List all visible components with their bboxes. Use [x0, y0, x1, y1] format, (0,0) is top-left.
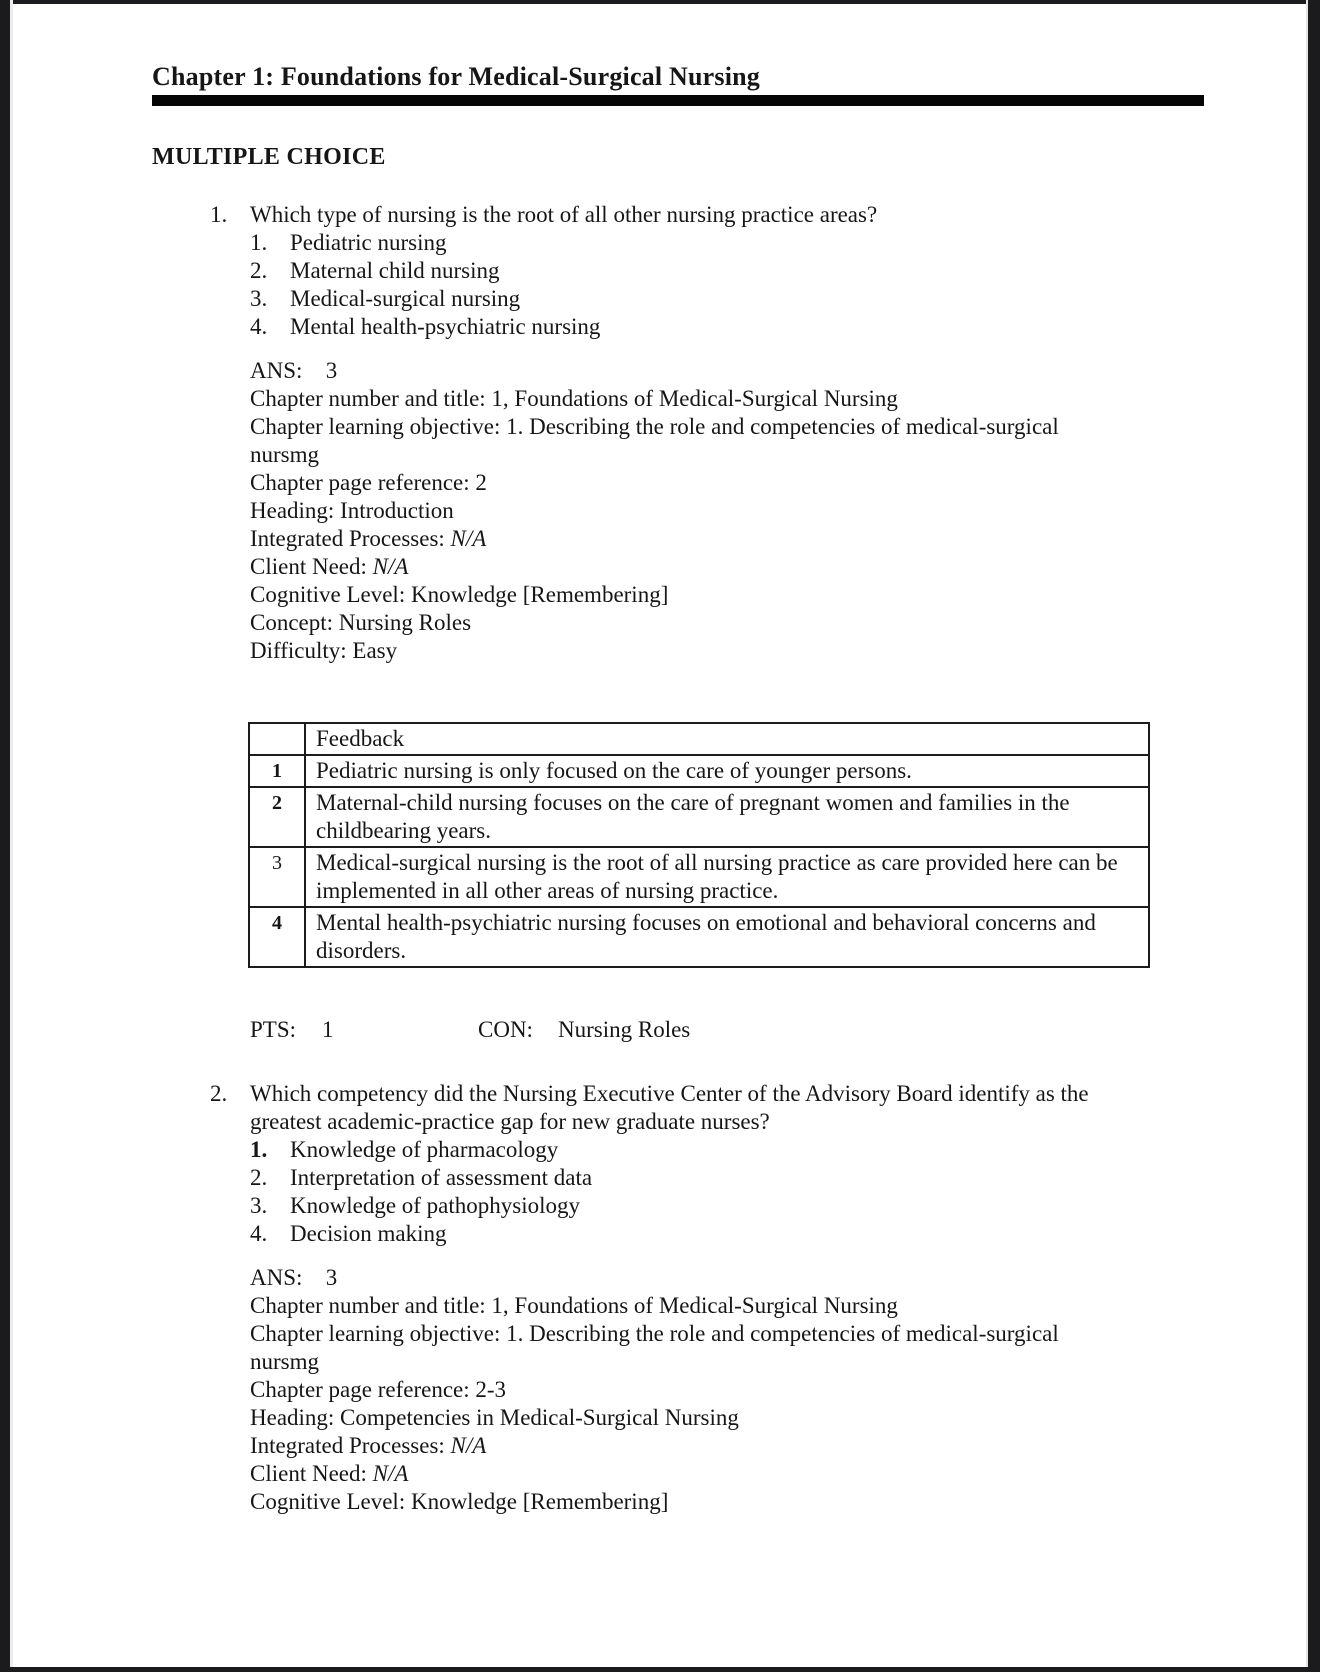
option-label: Decision making [290, 1221, 447, 1246]
meta-line [250, 1404, 1170, 1432]
meta-line [250, 1376, 1170, 1404]
meta-line [250, 1460, 1170, 1488]
meta-value: N/A [372, 1461, 409, 1486]
option-label: Knowledge of pathophysiology [290, 1193, 581, 1218]
question-2-answer-block [250, 1264, 1170, 1516]
option-row [250, 1136, 1204, 1164]
meta-text: Cognitive Level: Knowledge [Remembering] [250, 1489, 669, 1514]
meta-line [250, 1348, 1170, 1376]
row-feedback: Pediatric nursing is only focused on the care of younger persons. [305, 755, 1149, 787]
meta-text: Difficulty: Easy [250, 638, 398, 663]
meta-text: nursmg [250, 442, 319, 467]
answer-value: 3 [325, 358, 338, 383]
page-border-left [0, 0, 13, 1672]
page-border-bottom [0, 1667, 1320, 1672]
option-label: Maternal child nursing [290, 258, 500, 283]
meta-text: Chapter page reference: 2 [250, 470, 487, 495]
question-1-number: 1. [210, 202, 228, 227]
page-border-top [0, 0, 1320, 4]
option-number: 4. [250, 1221, 268, 1246]
meta-value: N/A [372, 554, 409, 579]
meta-line [250, 1432, 1170, 1460]
meta-line [250, 609, 1170, 637]
con-label: CON: [478, 1017, 533, 1042]
question-2-number: 2. [210, 1081, 228, 1106]
meta-value: N/A [450, 526, 487, 551]
question-2-options [250, 1136, 1204, 1248]
table-row [249, 787, 1149, 847]
option-label: Mental health-psychiatric nursing [290, 314, 601, 339]
answer-label: ANS: [250, 358, 303, 383]
answer-line [250, 1264, 1170, 1292]
row-number: 2 [249, 787, 305, 847]
option-row [250, 1192, 1204, 1220]
option-row [250, 285, 1204, 313]
row-feedback: Maternal-child nursing focuses on the care of pregnant women and families in the childbearing years. [305, 787, 1149, 847]
pts-value: 1 [322, 1017, 334, 1042]
option-row [250, 229, 1204, 257]
con-value: Nursing Roles [558, 1017, 691, 1042]
table-row [249, 755, 1149, 787]
question-2-stem: Which competency did the Nursing Executive Center of the Advisory Board identify as the greatest academic-practice gap for new graduate nurses? [250, 1081, 1089, 1134]
option-number: 1. [250, 1137, 268, 1162]
meta-text: Integrated Processes: [250, 1433, 451, 1458]
meta-text: Chapter learning objective: 1. Describing the role and competencies of medical-surgical [250, 1321, 1059, 1346]
meta-text: Concept: Nursing Roles [250, 610, 472, 635]
meta-text: nursmg [250, 1349, 319, 1374]
meta-line [250, 1488, 1170, 1516]
meta-text: Heading: Introduction [250, 498, 454, 523]
question-1-answer-block [250, 357, 1170, 665]
chapter-title: Chapter 1: Foundations for Medical-Surgical Nursing [152, 62, 760, 91]
meta-text: Chapter learning objective: 1. Describing the role and competencies of medical-surgical [250, 414, 1059, 439]
meta-text: Integrated Processes: [250, 526, 451, 551]
answer-line [250, 357, 1170, 385]
meta-line [250, 553, 1170, 581]
meta-line [250, 441, 1170, 469]
pts-label: PTS: [250, 1017, 297, 1042]
meta-line [250, 497, 1170, 525]
option-row [250, 1220, 1204, 1248]
option-number: 1. [250, 230, 268, 255]
page-content [152, 0, 1204, 1516]
meta-text: Client Need: [250, 554, 373, 579]
header-blank-cell [249, 723, 305, 755]
option-label: Pediatric nursing [290, 230, 447, 255]
pts-line [250, 1016, 1204, 1044]
option-number: 2. [250, 1165, 268, 1190]
page-border-right [1306, 0, 1320, 1672]
meta-line [250, 469, 1170, 497]
answer-label: ANS: [250, 1265, 303, 1290]
meta-line [250, 413, 1170, 441]
question-1-options [250, 229, 1204, 341]
section-heading: MULTIPLE CHOICE [152, 144, 386, 170]
table-row [249, 847, 1149, 907]
meta-line [250, 385, 1170, 413]
question-2 [152, 1080, 1204, 1516]
meta-text: Chapter number and title: 1, Foundations of Medical-Surgical Nursing [250, 386, 898, 411]
answer-value: 3 [325, 1265, 338, 1290]
option-row [250, 313, 1204, 341]
meta-line [250, 1292, 1170, 1320]
row-number: 4 [249, 907, 305, 967]
question-2-stem-line [152, 1080, 1204, 1136]
meta-text: Heading: Competencies in Medical-Surgical Nursing [250, 1405, 739, 1430]
table-row [249, 907, 1149, 967]
meta-text: Chapter page reference: 2-3 [250, 1377, 507, 1402]
meta-value: N/A [450, 1433, 487, 1458]
question-1 [152, 201, 1204, 1044]
meta-line [250, 581, 1170, 609]
title-rule [152, 95, 1204, 106]
meta-line [250, 637, 1170, 665]
meta-text: Cognitive Level: Knowledge [Remembering] [250, 582, 669, 607]
row-feedback: Mental health-psychiatric nursing focuses on emotional and behavioral concerns and disorders. [305, 907, 1149, 967]
row-feedback: Medical-surgical nursing is the root of all nursing practice as care provided here can be implemented in all other areas of nursing practice. [305, 847, 1149, 907]
option-row [250, 1164, 1204, 1192]
row-number: 1 [249, 755, 305, 787]
option-row [250, 257, 1204, 285]
feedback-header-cell: Feedback [305, 723, 1149, 755]
option-label: Knowledge of pharmacology [290, 1137, 559, 1162]
option-number: 3. [250, 1193, 268, 1218]
question-1-stem-line [152, 201, 1204, 229]
meta-text: Client Need: [250, 1461, 373, 1486]
option-number: 4. [250, 314, 268, 339]
question-1-stem: Which type of nursing is the root of all other nursing practice areas? [250, 202, 878, 227]
option-label: Medical-surgical nursing [290, 286, 521, 311]
feedback-table [248, 722, 1150, 968]
feedback-table-header-row [249, 723, 1149, 755]
option-number: 2. [250, 258, 268, 283]
meta-text: Chapter number and title: 1, Foundations of Medical-Surgical Nursing [250, 1293, 898, 1318]
option-label: Interpretation of assessment data [290, 1165, 593, 1190]
option-number: 3. [250, 286, 268, 311]
meta-line [250, 525, 1170, 553]
meta-line [250, 1320, 1170, 1348]
row-number: 3 [249, 847, 305, 907]
